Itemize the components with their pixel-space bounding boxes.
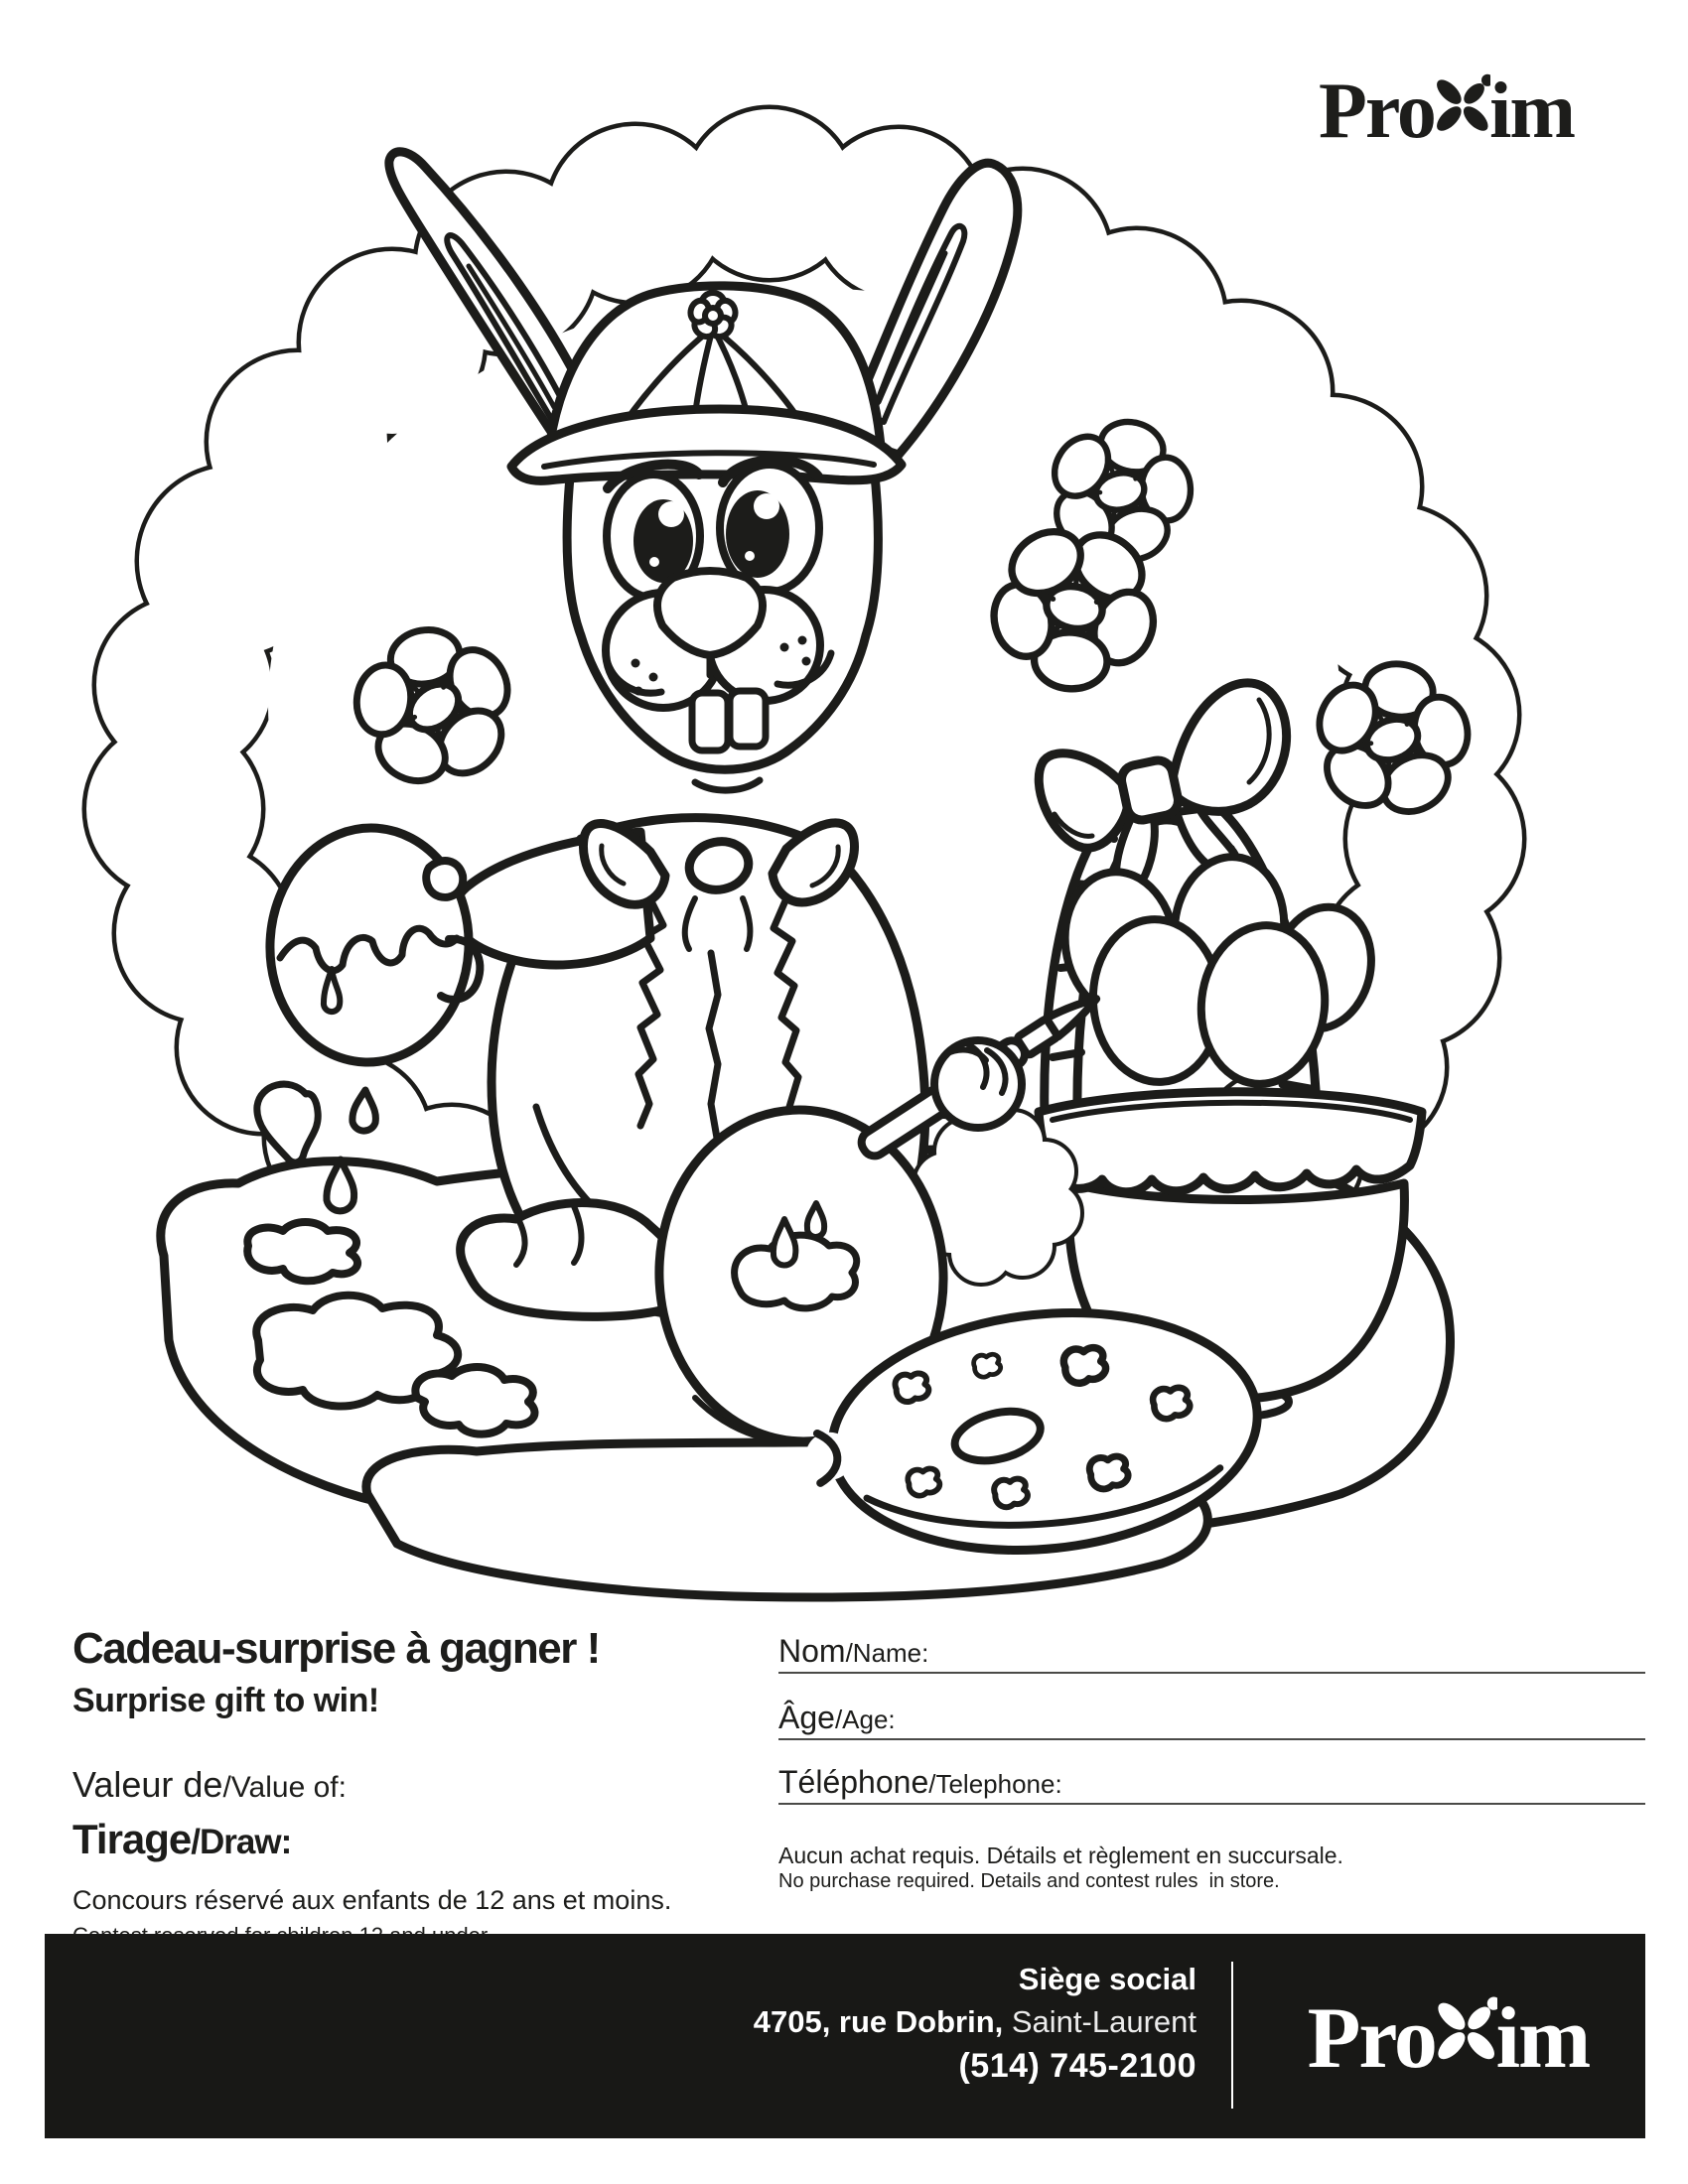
telephone-label-en: /Telephone:: [928, 1769, 1062, 1799]
address-line: [754, 2006, 1196, 2037]
footer-divider: [1231, 1962, 1233, 2109]
age-field[interactable]: [778, 1700, 1645, 1740]
telephone-label-fr: Téléphone: [778, 1764, 929, 1800]
footer-address-block: [754, 1964, 1196, 2083]
logo-text-post: im: [1495, 1989, 1590, 2087]
logo-text-pre: Pro: [1319, 68, 1435, 156]
paw-thumb: [426, 861, 463, 897]
footer-bar: [45, 1934, 1645, 2138]
name-label-en: /Name:: [845, 1638, 929, 1668]
name-label-fr: Nom: [778, 1633, 846, 1669]
bunny-paw: [934, 1040, 1022, 1128]
address-city: Saint-Laurent: [1003, 2004, 1196, 2039]
bunny-teeth: [692, 691, 766, 751]
draw-label-fr: Tirage: [72, 1816, 192, 1862]
contest-title-en: Surprise gift to win!: [72, 1682, 379, 1719]
promo-block: [72, 1624, 728, 1949]
no-purchase-note-en: No purchase required. Details and contest rules in store.: [778, 1870, 1280, 1892]
basket-rim: [1039, 1092, 1422, 1192]
value-label-fr: Valeur de: [72, 1764, 223, 1805]
age-label-en: /Age:: [834, 1705, 896, 1734]
draw-label-en: /Draw:: [191, 1823, 292, 1861]
value-row: [72, 1764, 728, 1806]
phone-number: (514) 745-2100: [958, 2047, 1196, 2085]
contest-title-fr: Cadeau-surprise à gagner !: [72, 1624, 600, 1673]
name-field[interactable]: [778, 1633, 1645, 1674]
logo-text-pre: Pro: [1307, 1989, 1436, 2087]
draw-row: [72, 1816, 728, 1863]
logo-text-post: im: [1489, 68, 1575, 156]
hq-label: Siège social: [1018, 1962, 1196, 1996]
telephone-field[interactable]: [778, 1764, 1645, 1805]
cap-button: [688, 293, 739, 341]
value-label-en: /Value of:: [222, 1771, 347, 1804]
proxim-logo-footer: [1307, 1989, 1590, 2087]
footer-logo-area: [1271, 1934, 1625, 2138]
age-label-fr: Âge: [778, 1700, 835, 1735]
proxim-x-petal-icon: [1435, 1989, 1497, 2066]
no-purchase-note-fr: Aucun achat requis. Détails et règlement en succursale.: [778, 1843, 1343, 1868]
eligibility-fr: Concours réservé aux enfants de 12 ans et moins.: [72, 1885, 672, 1915]
address-street: 4705, rue Dobrin,: [753, 2004, 1004, 2039]
